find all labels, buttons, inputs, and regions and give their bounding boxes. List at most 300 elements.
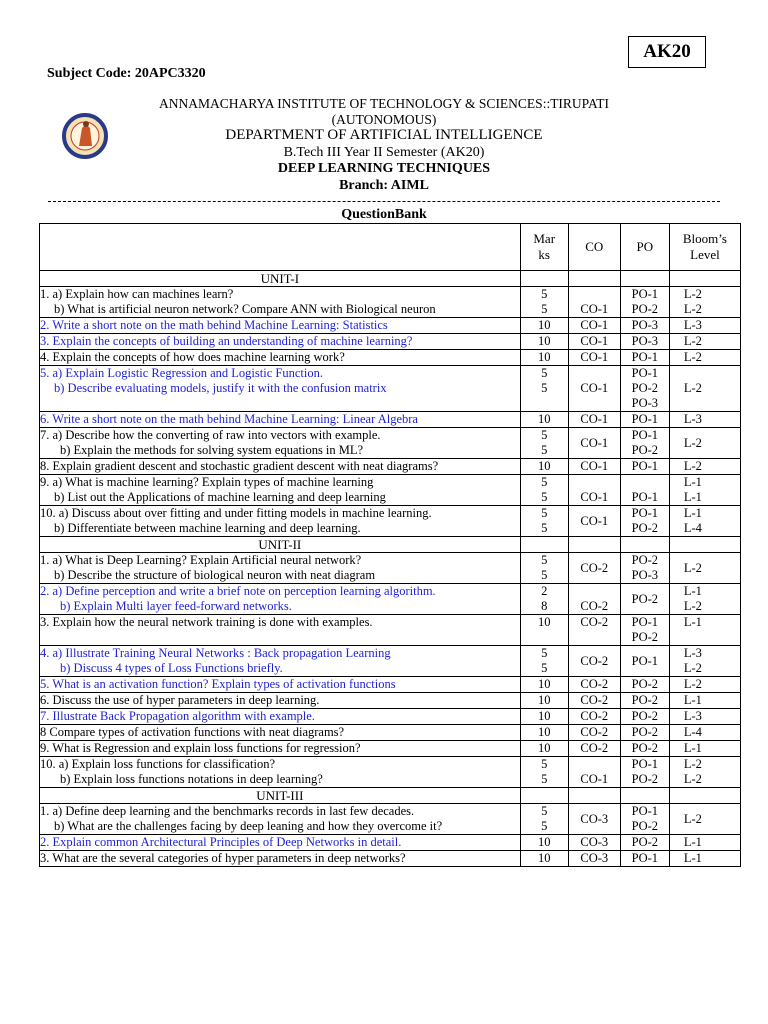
po-cell <box>620 693 669 709</box>
question-cell <box>40 334 521 350</box>
question-cell <box>40 851 521 867</box>
po-cell-value: PO-1 <box>631 851 659 865</box>
co-cell <box>568 757 620 788</box>
blooms-cell-value: L-2 <box>683 435 702 450</box>
co-cell-value: CO-2 <box>580 725 609 739</box>
po-cell-value: PO-1 <box>631 287 659 301</box>
co-cell-value: CO-2 <box>580 677 609 691</box>
co-cell-value: CO-1 <box>580 318 609 332</box>
po-cell <box>620 804 669 835</box>
table-row <box>40 287 741 318</box>
table-row <box>40 584 741 615</box>
marks-cell-value: 10 <box>537 677 551 691</box>
table-row <box>40 412 741 428</box>
question-text: 9. a) What is machine learning? Explain types of machine learning <box>40 475 374 489</box>
po-cell <box>620 350 669 366</box>
header-marks: Mar ks <box>520 224 568 271</box>
co-cell <box>568 318 620 334</box>
blooms-cell-value: L-1 <box>683 835 702 849</box>
marks-cell-value: 5 <box>541 490 548 504</box>
blooms-cell-value: L-1 <box>683 693 702 707</box>
marks-cell-value: 5 <box>541 381 548 395</box>
marks-cell-value: 5 <box>541 302 548 316</box>
header-po: PO <box>620 224 669 271</box>
department-name: DEPARTMENT OF ARTIFICIAL INTELLIGENCE <box>225 127 543 143</box>
po-cell <box>620 851 669 867</box>
blooms-cell <box>669 459 740 475</box>
table-row <box>40 741 741 757</box>
marks-cell-value: 10 <box>537 412 551 426</box>
co-cell <box>568 646 620 677</box>
co-cell <box>568 475 620 506</box>
marks-cell <box>520 584 568 615</box>
co-cell-value <box>569 475 620 490</box>
question-cell <box>40 646 521 677</box>
co-cell-value: CO-2 <box>580 615 609 629</box>
marks-cell-value: 10 <box>537 459 551 473</box>
po-cell-value: PO-2 <box>631 741 659 755</box>
question-cell <box>40 287 521 318</box>
co-cell <box>568 851 620 867</box>
po-cell-value: PO-3 <box>631 318 659 332</box>
unit-title: UNIT-III <box>40 788 521 804</box>
po-cell-value: PO-1 <box>631 428 659 442</box>
marks-cell <box>520 725 568 741</box>
po-cell-value: PO-3 <box>631 334 659 348</box>
unit-empty-cell <box>669 537 740 553</box>
question-text: b) What is artificial neuron network? Compare ANN with Biological neuron <box>54 302 436 316</box>
blooms-cell <box>669 428 740 459</box>
blooms-cell <box>669 741 740 757</box>
question-cell <box>40 412 521 428</box>
table-row <box>40 615 741 646</box>
subject-code: Subject Code: 20APC3320 <box>47 66 206 81</box>
unit-header-row <box>40 271 741 287</box>
blooms-cell <box>669 287 740 318</box>
co-cell <box>568 615 620 646</box>
co-cell-value: CO-1 <box>580 350 609 364</box>
question-cell <box>40 475 521 506</box>
question-text: 10. a) Discuss about over fitting and under fitting models in machine learning. <box>40 506 432 520</box>
marks-cell-value: 10 <box>537 835 551 849</box>
co-cell <box>568 350 620 366</box>
po-cell-value: PO-1 <box>631 412 659 426</box>
co-cell-value <box>569 757 620 772</box>
blooms-cell <box>669 693 740 709</box>
question-cell <box>40 757 521 788</box>
question-cell <box>40 506 521 537</box>
co-cell-value: CO-2 <box>580 653 609 668</box>
unit-empty-cell <box>568 537 620 553</box>
question-cell <box>40 366 521 412</box>
question-text: 4. Explain the concepts of how does machine learning work? <box>40 350 345 364</box>
question-cell <box>40 741 521 757</box>
unit-empty-cell <box>669 271 740 287</box>
table-row <box>40 318 741 334</box>
marks-cell-value: 5 <box>541 568 548 582</box>
blooms-cell-value: L-4 <box>683 725 702 739</box>
question-text: b) Explain the methods for solving system equations in ML? <box>60 443 364 457</box>
institute-name: ANNAMACHARYA INSTITUTE OF TECHNOLOGY & SCIENCES::TIRUPATI <box>159 96 609 111</box>
po-cell-value: PO-1 <box>631 490 659 504</box>
question-text: 1. a) What is Deep Learning? Explain Artificial neural network? <box>40 553 362 567</box>
blooms-cell-value: L-3 <box>683 318 702 332</box>
co-cell <box>568 506 620 537</box>
marks-cell-value: 10 <box>537 851 551 865</box>
table-row <box>40 350 741 366</box>
question-bank-title: QuestionBank <box>341 207 427 222</box>
co-cell-value: CO-3 <box>580 835 609 849</box>
blooms-cell-value: L-2 <box>683 334 702 348</box>
question-text: b) Discuss 4 types of Loss Functions briefly. <box>60 661 283 675</box>
po-cell <box>620 412 669 428</box>
co-cell-value: CO-2 <box>580 741 609 755</box>
po-cell <box>620 835 669 851</box>
po-cell-value: PO-1 <box>631 506 659 520</box>
marks-cell-value: 10 <box>537 693 551 707</box>
marks-cell <box>520 459 568 475</box>
question-text: b) What are the challenges facing by deep leaning and how they overcome it? <box>54 819 443 833</box>
table-header-row <box>40 224 741 271</box>
blooms-cell <box>669 475 740 506</box>
po-cell-value: PO-2 <box>631 835 659 849</box>
po-cell <box>620 506 669 537</box>
table-row <box>40 334 741 350</box>
blooms-cell <box>669 412 740 428</box>
unit-header-row <box>40 788 741 804</box>
po-cell <box>620 757 669 788</box>
marks-cell-value: 5 <box>541 819 548 833</box>
marks-cell <box>520 646 568 677</box>
po-cell <box>620 459 669 475</box>
marks-cell-value: 5 <box>541 443 548 457</box>
table-row <box>40 693 741 709</box>
po-cell <box>620 584 669 615</box>
co-cell <box>568 412 620 428</box>
co-cell-value: CO-1 <box>580 513 609 528</box>
po-cell <box>620 428 669 459</box>
po-cell-value: PO-2 <box>631 553 659 567</box>
blooms-cell <box>669 615 740 646</box>
marks-cell-value: 5 <box>541 646 548 660</box>
branch-label: Branch: AIML <box>339 178 429 193</box>
question-text: 9. What is Regression and explain loss functions for regression? <box>40 741 361 755</box>
co-cell <box>568 334 620 350</box>
marks-cell-value: 5 <box>541 757 548 771</box>
po-cell-value: PO-2 <box>631 443 659 457</box>
unit-title: UNIT-II <box>40 537 521 553</box>
unit-empty-cell <box>520 788 568 804</box>
marks-cell <box>520 350 568 366</box>
question-cell <box>40 428 521 459</box>
co-cell <box>568 677 620 693</box>
unit-empty-cell <box>620 788 669 804</box>
co-cell-value: CO-3 <box>580 851 609 865</box>
po-cell <box>620 475 669 506</box>
marks-cell-value: 10 <box>537 334 551 348</box>
unit-empty-cell <box>568 788 620 804</box>
unit-empty-cell <box>620 271 669 287</box>
question-text: 1. a) Define deep learning and the benchmarks records in last few decades. <box>40 804 415 818</box>
marks-cell-value: 5 <box>541 661 548 675</box>
question-text: 7. Illustrate Back Propagation algorithm with example. <box>40 709 315 723</box>
co-cell <box>568 741 620 757</box>
co-cell-value <box>569 584 620 599</box>
blooms-cell-value: L-2 <box>683 772 702 786</box>
question-cell <box>40 318 521 334</box>
co-cell-value: CO-2 <box>580 560 609 575</box>
semester-label: B.Tech III Year II Semester (AK20) <box>283 145 485 160</box>
question-text: 5. a) Explain Logistic Regression and Logistic Function. <box>40 366 323 380</box>
po-cell-value <box>621 475 669 490</box>
co-cell <box>568 366 620 412</box>
table-row <box>40 677 741 693</box>
blooms-cell-value: L-2 <box>683 757 702 771</box>
marks-cell-value: 5 <box>541 804 548 818</box>
marks-cell <box>520 506 568 537</box>
po-cell-value: PO-2 <box>631 630 659 644</box>
marks-cell-value: 5 <box>541 553 548 567</box>
po-cell <box>620 709 669 725</box>
blooms-cell-value: L-2 <box>683 459 702 473</box>
po-cell-value: PO-2 <box>631 772 659 786</box>
question-text: 2. Explain common Architectural Principles of Deep Networks in detail. <box>40 835 402 849</box>
question-text: 6. Discuss the use of hyper parameters in deep learning. <box>40 693 320 707</box>
po-cell-value: PO-1 <box>631 757 659 771</box>
co-cell <box>568 459 620 475</box>
blooms-cell-value: L-4 <box>683 521 702 535</box>
unit-empty-cell <box>568 271 620 287</box>
blooms-cell-value: L-2 <box>683 381 702 395</box>
marks-cell <box>520 287 568 318</box>
question-text: 3. Explain how the neural network training is done with examples. <box>40 615 373 629</box>
co-cell-value: CO-1 <box>580 412 609 426</box>
blooms-cell <box>669 584 740 615</box>
header-co: CO <box>568 224 620 271</box>
table-row <box>40 709 741 725</box>
po-cell-value: PO-2 <box>631 677 659 691</box>
co-cell <box>568 584 620 615</box>
blooms-cell-value: L-2 <box>683 350 702 364</box>
question-cell <box>40 709 521 725</box>
po-cell-value: PO-1 <box>631 350 659 364</box>
table-row <box>40 725 741 741</box>
po-cell <box>620 318 669 334</box>
blooms-cell-value: L-2 <box>683 560 702 575</box>
question-cell <box>40 350 521 366</box>
blooms-cell-value: L-3 <box>683 709 702 723</box>
co-cell <box>568 693 620 709</box>
table-row <box>40 459 741 475</box>
marks-cell <box>520 835 568 851</box>
question-cell <box>40 725 521 741</box>
table-row <box>40 835 741 851</box>
blooms-cell <box>669 851 740 867</box>
header-blooms: Bloom’s Level <box>669 224 740 271</box>
po-cell-value: PO-1 <box>631 804 659 818</box>
blooms-cell-value: L-2 <box>683 599 702 613</box>
question-cell <box>40 693 521 709</box>
question-text: b) Differentiate between machine learning and deep learning. <box>54 521 361 535</box>
co-cell <box>568 835 620 851</box>
unit-empty-cell <box>520 271 568 287</box>
marks-cell <box>520 412 568 428</box>
unit-empty-cell <box>669 788 740 804</box>
blooms-cell-value: L-1 <box>683 615 702 629</box>
po-cell <box>620 287 669 318</box>
table-row <box>40 757 741 788</box>
blooms-cell-value: L-2 <box>683 811 702 826</box>
marks-cell-value: 10 <box>537 709 551 723</box>
table-row <box>40 428 741 459</box>
marks-cell-value: 10 <box>537 725 551 739</box>
question-cell <box>40 835 521 851</box>
question-cell <box>40 804 521 835</box>
co-cell-value: CO-1 <box>580 459 609 473</box>
question-text: b) Describe evaluating models, justify it with the confusion matrix <box>54 381 387 395</box>
question-cell <box>40 553 521 584</box>
blooms-cell <box>669 835 740 851</box>
question-text: 2. a) Define perception and write a brief note on perception learning algorithm. <box>40 584 436 598</box>
co-cell <box>568 428 620 459</box>
marks-cell <box>520 366 568 412</box>
question-text: 4. a) Illustrate Training Neural Networks : Back propagation Learning <box>40 646 391 660</box>
co-cell-value: CO-2 <box>580 709 609 723</box>
blooms-cell-value: L-3 <box>683 412 702 426</box>
marks-cell-value: 5 <box>541 475 548 489</box>
question-text: 3. What are the several categories of hyper parameters in deep networks? <box>40 851 406 865</box>
po-cell-value: PO-1 <box>631 615 659 629</box>
course-title: DEEP LEARNING TECHNIQUES <box>277 161 491 176</box>
marks-cell-value: 5 <box>541 521 548 535</box>
marks-cell <box>520 693 568 709</box>
blooms-cell-value: L-3 <box>683 646 702 660</box>
co-cell <box>568 709 620 725</box>
co-cell <box>568 804 620 835</box>
marks-cell <box>520 318 568 334</box>
po-cell-value: PO-2 <box>631 819 659 833</box>
blooms-cell-value: L-1 <box>683 741 702 755</box>
co-cell <box>568 725 620 741</box>
table-row <box>40 646 741 677</box>
question-text: 6. Write a short note on the math behind Machine Learning: Linear Algebra <box>40 412 418 426</box>
po-cell-value: PO-2 <box>631 302 659 316</box>
question-text: b) Explain loss functions notations in deep learning? <box>60 772 323 786</box>
marks-cell-value: 10 <box>537 741 551 755</box>
question-text: 1. a) Explain how can machines learn? <box>40 287 234 301</box>
question-text: 3. Explain the concepts of building an understanding of machine learning? <box>40 334 413 348</box>
co-cell-value: CO-1 <box>580 334 609 348</box>
marks-cell-value: 5 <box>541 428 548 442</box>
marks-cell <box>520 615 568 646</box>
marks-cell-value: 5 <box>541 506 548 520</box>
marks-cell <box>520 851 568 867</box>
co-cell-value: CO-2 <box>580 599 609 613</box>
question-text: b) List out the Applications of machine learning and deep learning <box>54 490 386 504</box>
question-bank-table <box>39 223 741 867</box>
marks-cell-value: 5 <box>541 287 548 301</box>
po-cell <box>620 553 669 584</box>
marks-cell <box>520 741 568 757</box>
blooms-cell <box>669 553 740 584</box>
blooms-cell <box>669 506 740 537</box>
table-row <box>40 553 741 584</box>
po-cell-value: PO-2 <box>631 693 659 707</box>
blooms-cell-value: L-2 <box>683 661 702 675</box>
blooms-cell-value: L-1 <box>683 490 702 504</box>
blooms-cell <box>669 709 740 725</box>
table-row <box>40 851 741 867</box>
unit-title: UNIT-I <box>40 271 521 287</box>
po-cell-value: PO-3 <box>631 568 659 582</box>
co-cell-value: CO-3 <box>580 811 609 826</box>
po-cell <box>620 741 669 757</box>
question-cell <box>40 584 521 615</box>
co-cell-value: CO-1 <box>580 435 609 450</box>
marks-cell <box>520 428 568 459</box>
co-cell <box>568 287 620 318</box>
marks-cell-value: 5 <box>541 772 548 786</box>
blooms-cell <box>669 318 740 334</box>
blooms-cell <box>669 350 740 366</box>
co-cell-value: CO-1 <box>580 772 609 786</box>
po-cell-value: PO-2 <box>631 725 659 739</box>
question-cell <box>40 459 521 475</box>
unit-header-row <box>40 537 741 553</box>
marks-cell <box>520 553 568 584</box>
question-text: 2. Write a short note on the math behind Machine Learning: Statistics <box>40 318 388 332</box>
question-text: 7. a) Describe how the converting of raw into vectors with example. <box>40 428 381 442</box>
po-cell <box>620 677 669 693</box>
co-cell <box>568 553 620 584</box>
marks-cell <box>520 709 568 725</box>
po-cell-value: PO-2 <box>631 381 659 395</box>
blooms-cell-value: L-1 <box>683 851 702 865</box>
marks-cell-value: 10 <box>537 350 551 364</box>
po-cell <box>620 334 669 350</box>
blooms-cell <box>669 334 740 350</box>
blooms-cell <box>669 725 740 741</box>
question-text: 10. a) Explain loss functions for classification? <box>40 757 276 771</box>
blooms-cell <box>669 804 740 835</box>
po-cell <box>620 615 669 646</box>
co-cell-value: CO-2 <box>580 693 609 707</box>
po-cell <box>620 725 669 741</box>
co-cell-value: CO-1 <box>580 490 609 504</box>
question-text: 8. Explain gradient descent and stochastic gradient descent with neat diagrams? <box>40 459 439 473</box>
po-cell-value: PO-1 <box>631 459 659 473</box>
co-cell-value: CO-1 <box>580 302 609 316</box>
po-cell <box>620 366 669 412</box>
marks-cell-value: 2 <box>541 584 548 598</box>
marks-cell-value: 8 <box>541 599 548 613</box>
autonomous-label: (AUTONOMOUS) <box>331 112 437 127</box>
blooms-cell <box>669 757 740 788</box>
exam-code-box <box>628 36 706 68</box>
header-question <box>40 224 521 271</box>
question-text: b) Explain Multi layer feed-forward networks. <box>60 599 292 613</box>
marks-cell <box>520 334 568 350</box>
marks-cell-value: 10 <box>537 615 551 629</box>
po-cell-value: PO-1 <box>631 366 659 380</box>
co-cell-value: CO-1 <box>580 381 609 395</box>
blooms-cell-value: L-2 <box>683 677 702 691</box>
blooms-cell <box>669 366 740 412</box>
marks-cell-value: 5 <box>541 366 548 380</box>
blooms-cell-value: L-2 <box>683 287 702 301</box>
co-cell-value <box>569 287 620 302</box>
unit-empty-cell <box>620 537 669 553</box>
